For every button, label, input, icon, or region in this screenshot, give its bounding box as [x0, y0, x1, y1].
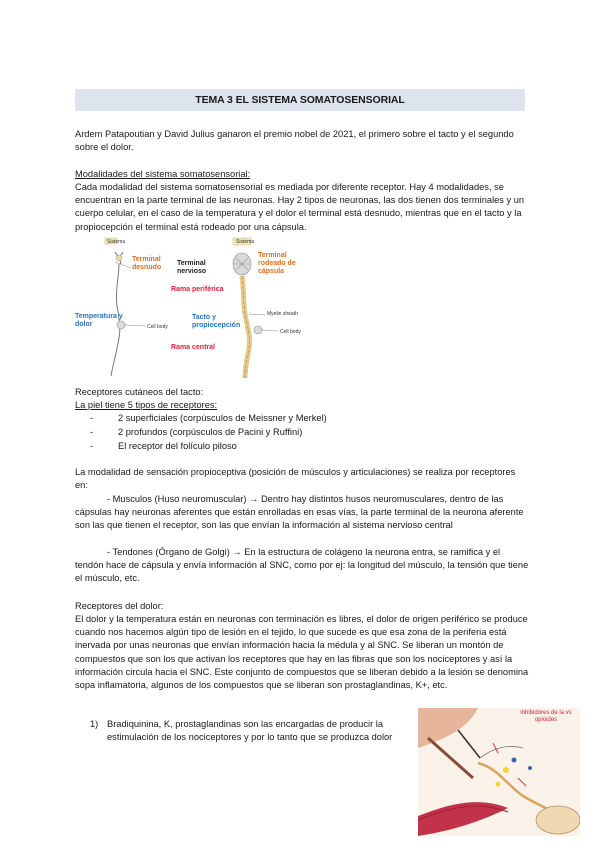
item-text: Bradiquinina, K, prostaglandinas son las encargadas de producir la estimulación de los nociceptores y por lo tanto que se produzca dolor — [107, 719, 393, 743]
page-title: TEMA 3 EL SISTEMA SOMATOSENSORIAL — [75, 89, 525, 111]
figure-caption-label: inhibidores de la vs opioides — [520, 710, 572, 723]
modalidades-paragraph: Cada modalidad del sistema somatosensorial es mediada por diferente receptor. Hay 4 modalidades, se encuentran en la parte terminal de las neuronas. Hay 2 tipos de neuronas, las dos tienen dos terminales y un cuerpo celular, en el caso de la temperatura y el dolor el terminal está desnudo, mientras que en el tacto y la propiocepción el terminal está rodeado por una cápsula. — [75, 182, 525, 232]
propiocepcion-intro: La modalidad de sensación propioceptiva (posición de músculos y articulaciones) se realiza por receptores en: — [75, 467, 516, 491]
nociceptor-illustration — [418, 708, 580, 836]
neuron-figure — [75, 236, 335, 382]
modalidades-heading: Modalidades del sistema somatosensorial: — [75, 169, 251, 179]
pain-figure — [418, 708, 580, 836]
tacto-propiocepcion-label: Tacto y propiocepción — [192, 314, 241, 329]
sistema-label-left: Sistema — [107, 239, 126, 245]
myelin-label: Myelin sheath — [267, 311, 298, 317]
terminal-nervioso-label: Terminal nervioso — [177, 260, 207, 275]
list-item: - El receptor del folículo piloso — [90, 441, 237, 451]
dolor-heading: Receptores del dolor: — [75, 601, 164, 611]
temperatura-dolor-label: Temperatura y dolor — [75, 313, 123, 328]
receptores-cutaneos-subheading: La piel tiene 5 tipos de receptores: — [75, 400, 218, 410]
rama-central-label: Rama central — [171, 344, 215, 351]
sistema-label-right: Sistema — [236, 239, 255, 245]
musculos-paragraph: - Musculos (Huso neuromuscular) → Dentro hay distintos husos neuromusculares, dentro de las cápsulas hay neuronas aferentes que están enrolladas en esas vías, la parte terminal de la neurona aferente son las que tienen el receptor, son las que envían la información al sistema nervioso central — [75, 494, 524, 531]
list-item: - 2 superficiales (corpúsculos de Meissner y Merkel) — [90, 413, 327, 423]
receptores-cutaneos-heading: Receptores cutáneos del tacto: — [75, 387, 204, 397]
numbered-item — [90, 718, 410, 745]
terminal-capsula-label: Terminal rodeado de cápsula — [258, 252, 296, 275]
list-item: - 2 profundos (corpúsculos de Pacini y Ruffini) — [90, 427, 303, 437]
terminal-desnudo-label: Terminal desnudo — [132, 256, 162, 271]
intro-paragraph: Ardem Patapoutian y David Julius ganaron el premio nobel de 2021, el primero sobre el tacto y el segundo sobre el dolor. — [75, 129, 514, 153]
item-number: 1) — [90, 719, 99, 729]
cell-body-left-label: Cell body — [147, 324, 168, 330]
rama-periferica-label: Rama periférica — [171, 286, 224, 293]
tendones-paragraph: - Tendones (Órgano de Golgi) → En la estructura de colágeno la neurona entra, se ramifica y el tendón hace de cápsula y envía información al SNC, como por ej: la longitud del músculo, la tensión que tiene el músculo, etc. — [75, 547, 529, 584]
cell-body-right-label: Cell body — [280, 329, 301, 335]
receptores-list — [90, 411, 327, 453]
dolor-paragraph: El dolor y la temperatura están en neuronas con terminación es libres, el dolor de origen periférico se produce cuando nos hacemos algún tipo de lesión en el tejido, lo que sucede es que esa zona de la periferia está inervada por unas neuronas que envían información hacia la médula y al SNC. Se liberan un montón de compuestos que son los que activan los receptores que hay en las fibras que son los nociceptores y así la información circula hacia el SNC. Este conjunto de compuestos que se liberan debido a la lesión se denomina sopa inflamatoria, algunos de los compuestos que se liberan son prostaglandinas, K+, etc. — [75, 614, 529, 691]
